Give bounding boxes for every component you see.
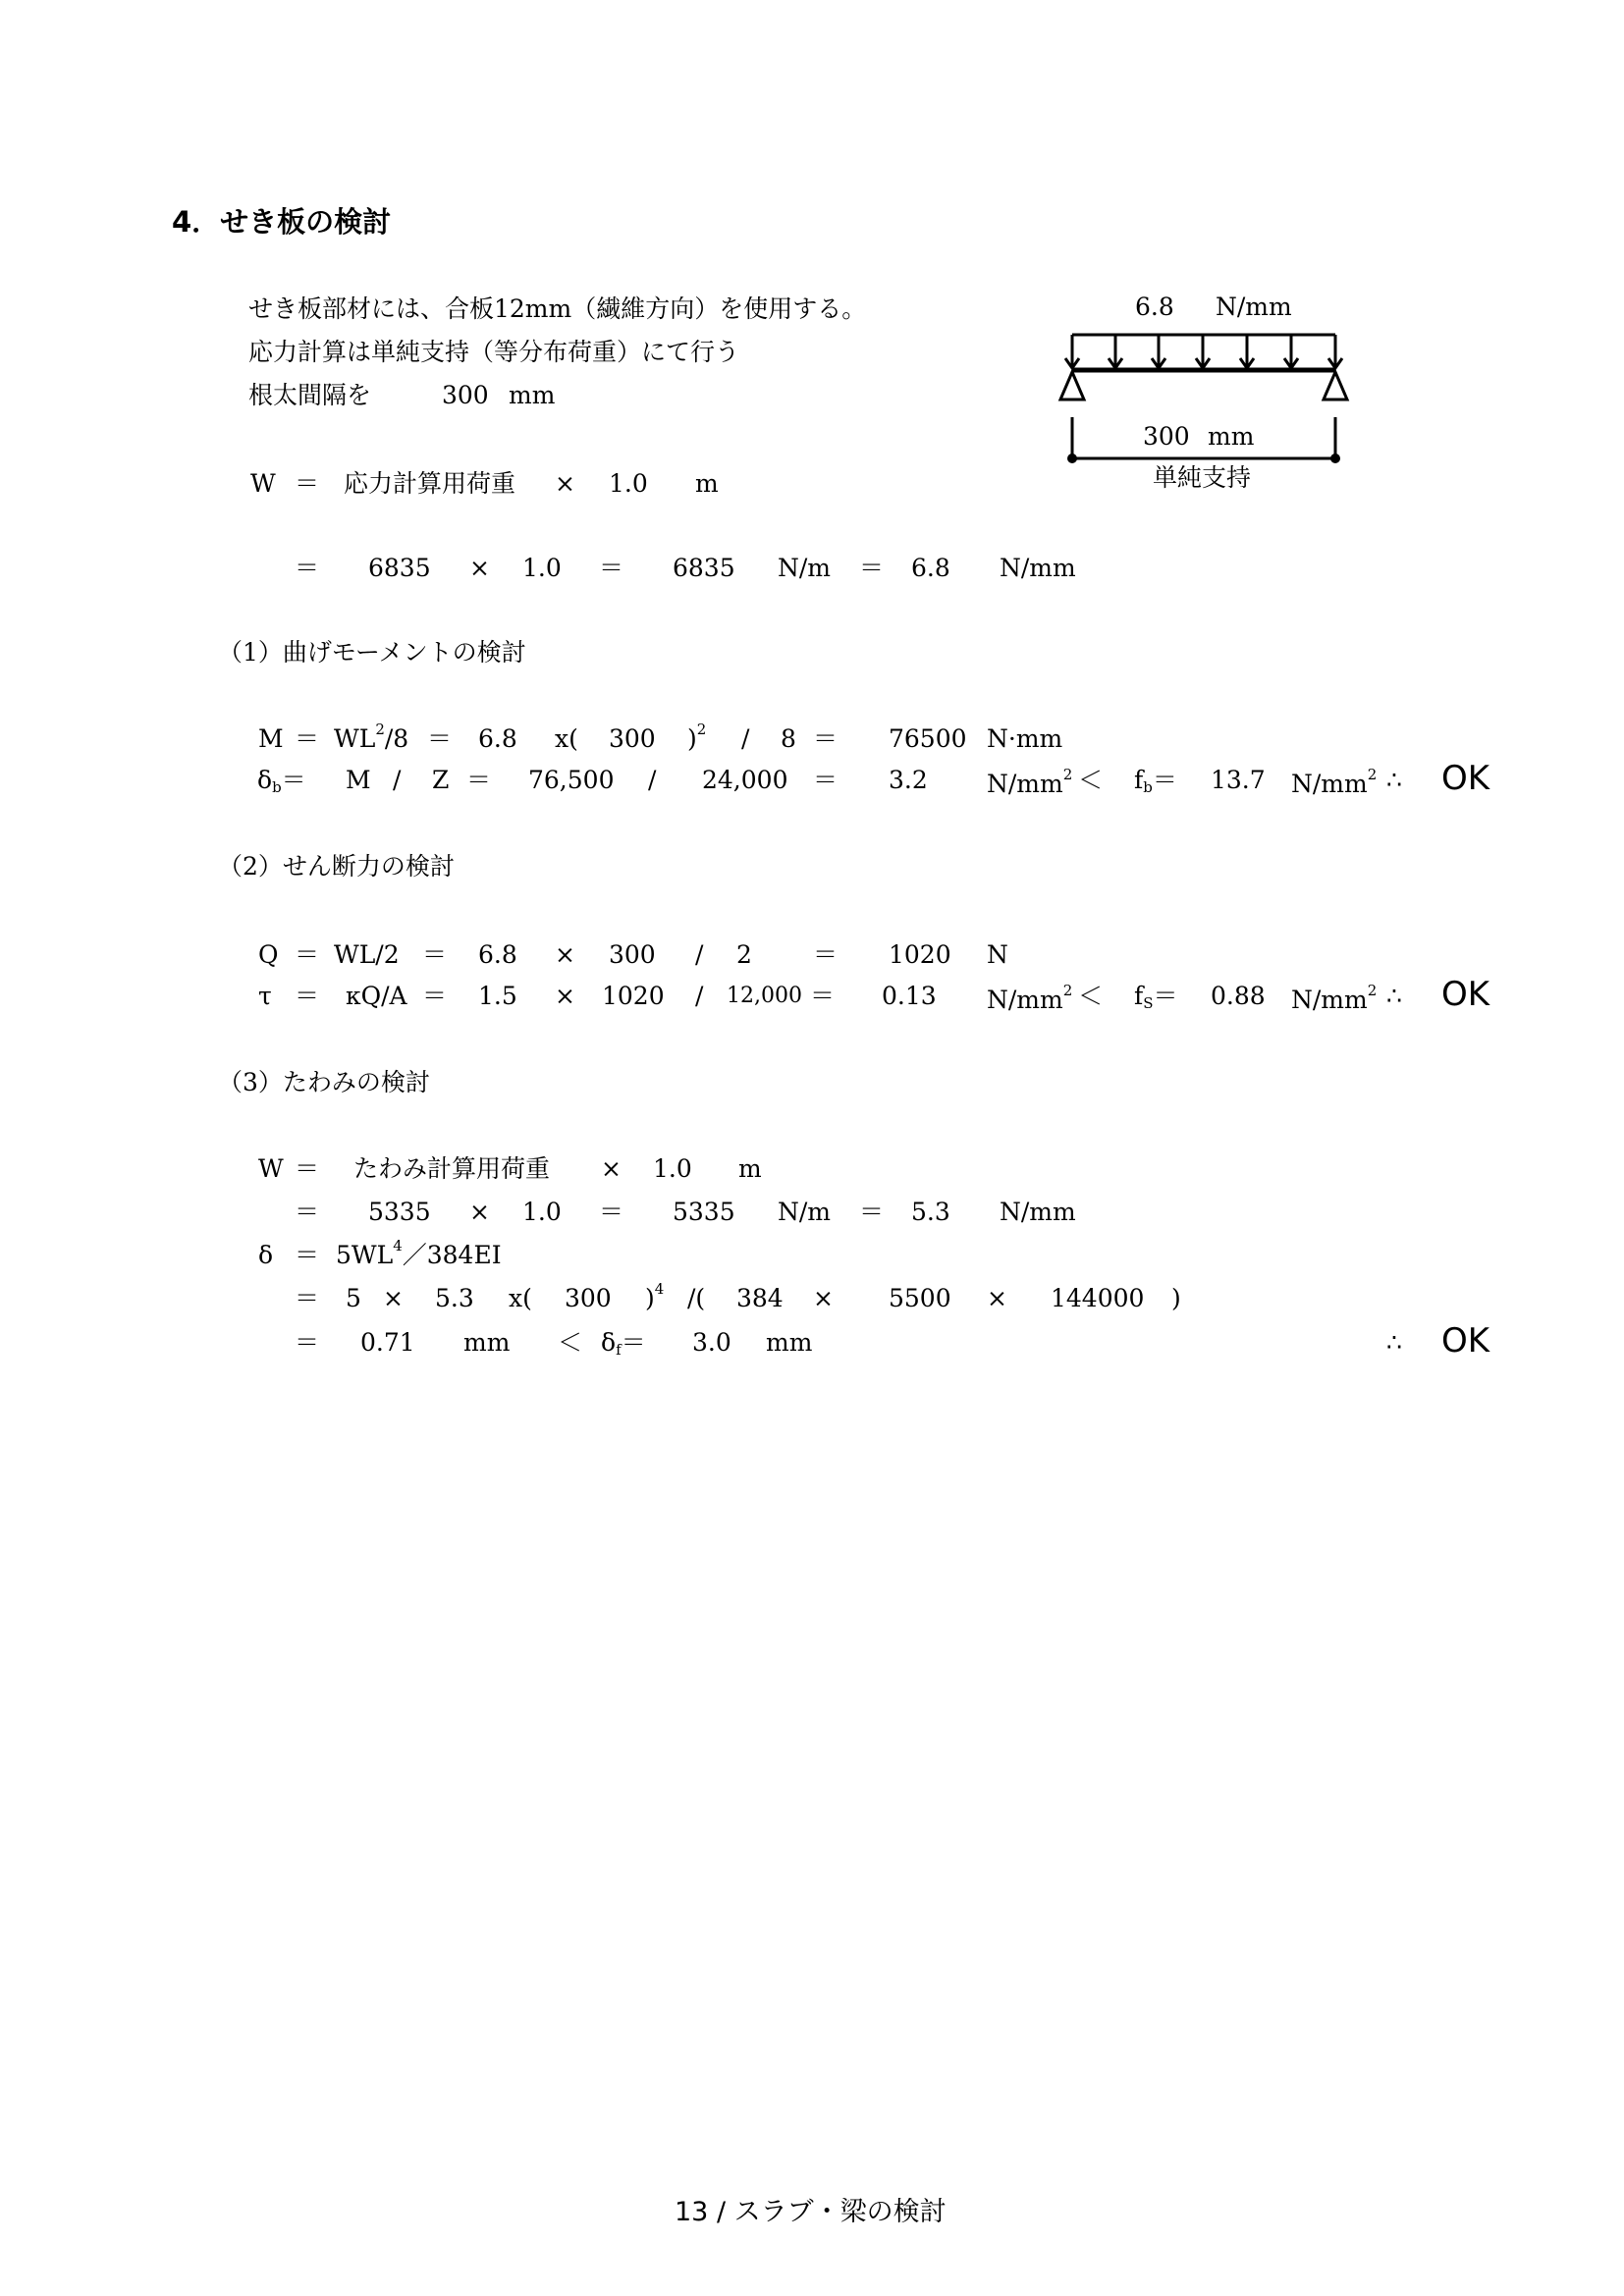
section-title: 4．せき板の検討 (172, 205, 392, 239)
shear-stress-value: 0.13 (882, 982, 937, 1010)
load-times: × (555, 469, 575, 498)
load-u3: N/m (778, 554, 832, 582)
deflection-calc-eq: ＝ (295, 1284, 320, 1312)
deflection-load-width: 1.0 (653, 1154, 692, 1183)
dim-left-dot (1067, 454, 1077, 463)
diagram-span-value: 300 (1143, 422, 1190, 451)
deflection-load-desc: たわみ計算用荷重 (353, 1154, 551, 1183)
deflection-load-unit: m (738, 1154, 762, 1183)
deflection-load-eq-4: ＝ (859, 1198, 885, 1226)
deflection-calc-w: 5.3 (435, 1284, 474, 1312)
shear-therefore: ∴ (1386, 982, 1402, 1010)
deflection-load-eq-2: ＝ (295, 1198, 320, 1226)
load-times-2: × (469, 554, 490, 582)
shear-stress-eq-3: ＝ (810, 982, 836, 1010)
moment-div: 8 (781, 724, 796, 753)
shear-stress-times: × (555, 982, 575, 1010)
shear-formula: WL/2 (334, 940, 400, 969)
bending-stress-m: M (346, 766, 371, 794)
moment-symbol: M (258, 724, 284, 753)
section-3-heading: （3）たわみの検討 (218, 1068, 430, 1096)
intro-line-3-label: 根太間隔を (248, 381, 372, 409)
deflection-calc-times-1: × (383, 1284, 404, 1312)
deflection-load-v1: 5335 (368, 1198, 431, 1226)
deflection-eq: ＝ (295, 1241, 320, 1269)
deflection-calc-end: ) (1171, 1284, 1181, 1312)
bending-stress-eq: ＝ (466, 766, 492, 794)
page-footer: 13 / スラブ・梁の検討 (675, 2197, 947, 2227)
deflection-calc-384: 384 (736, 1284, 784, 1312)
shear-w: 6.8 (478, 940, 517, 969)
moment-x: x( (555, 724, 578, 753)
moment-w: 6.8 (478, 724, 517, 753)
deflection-therefore: ∴ (1386, 1328, 1402, 1357)
deflection-calc-times-3: × (987, 1284, 1007, 1312)
deflection-result-eq: ＝ (295, 1328, 320, 1357)
load-width-unit: m (695, 469, 719, 498)
shear-slash: / (695, 940, 704, 969)
shear-eq-2: ＝ (422, 940, 448, 969)
shear-unit: N (987, 940, 1008, 969)
dim-right-dot (1330, 454, 1340, 463)
load-eq-2: ＝ (295, 554, 320, 582)
shear-result: 1020 (889, 940, 951, 969)
deflection-load-v2: 1.0 (522, 1198, 562, 1226)
deflection-load-eq: ＝ (295, 1154, 320, 1183)
moment-result: 76500 (889, 724, 967, 753)
shear-stress-formula: κQ/A (346, 982, 407, 1010)
diagram-support-label: 単純支持 (1153, 463, 1252, 492)
moment-close: )$^2$ (687, 721, 707, 753)
deflection-load-v3: 5335 (673, 1198, 735, 1226)
bending-stress-symbol: $\delta_b=$ (257, 766, 306, 796)
shear-times: × (555, 940, 575, 969)
deflection-calc-times-2: × (813, 1284, 834, 1312)
deflection-calc-i: 144000 (1051, 1284, 1145, 1312)
moment-l: 300 (609, 724, 656, 753)
deflection-load-times-2: × (469, 1198, 490, 1226)
shear-ok: OK (1441, 975, 1490, 1014)
load-v4: 6.8 (911, 554, 950, 582)
load-w-symbol: W (250, 469, 276, 498)
deflection-load-v4: 5.3 (911, 1198, 950, 1226)
deflection-calc-5: 5 (346, 1284, 361, 1312)
shear-eq-3: ＝ (813, 940, 839, 969)
load-v1: 6835 (368, 554, 431, 582)
deflection-ok: OK (1441, 1321, 1490, 1361)
shear-stress-unit: $N/mm^2$ (987, 982, 1073, 1014)
shear-l: 300 (609, 940, 656, 969)
section-1-heading: （1）曲げモーメントの検討 (218, 638, 526, 667)
bending-allow-value: 13.7 (1211, 766, 1266, 794)
bending-therefore: ∴ (1386, 766, 1402, 794)
intro-line-1: せき板部材には、合板12mm（繊維方向）を使用する。 (248, 294, 867, 323)
intro-line-3-value: 300 (442, 381, 489, 409)
bending-allow-symbol: $f_b=$ (1134, 766, 1177, 796)
deflection-load-eq-3: ＝ (599, 1198, 624, 1226)
section-2-heading: （2）せん断力の検討 (218, 852, 455, 881)
deflection-formula: $5WL^4/384EI$ (336, 1237, 502, 1269)
bending-stress-slash: / (393, 766, 402, 794)
moment-slash: / (741, 724, 750, 753)
bending-stress-z: Z (432, 766, 450, 794)
deflection-load-u4: N/mm (1000, 1198, 1076, 1226)
beam-diagram (1041, 290, 1375, 506)
deflection-allow-value: 3.0 (692, 1328, 731, 1357)
deflection-calc-l: 300 (565, 1284, 612, 1312)
diagram-span-unit: mm (1208, 422, 1255, 451)
load-desc: 応力計算用荷重 (344, 469, 516, 498)
load-v2: 1.0 (522, 554, 562, 582)
shear-div: 2 (736, 940, 752, 969)
bending-stress-eq-2: ＝ (813, 766, 839, 794)
deflection-lt: ＜ (558, 1328, 583, 1357)
moment-unit: N·mm (987, 724, 1063, 753)
load-u4: N/mm (1000, 554, 1076, 582)
shear-lt: ＜ (1078, 982, 1104, 1010)
shear-symbol: Q (258, 940, 279, 969)
moment-eq-2: ＝ (427, 724, 453, 753)
bending-stress-slash-2: / (648, 766, 657, 794)
deflection-allow-unit: mm (766, 1328, 813, 1357)
deflection-result-value: 0.71 (360, 1328, 415, 1357)
load-v3: 6835 (673, 554, 735, 582)
bending-stress-value: 3.2 (889, 766, 928, 794)
deflection-load-times: × (601, 1154, 622, 1183)
shear-stress-eq-2: ＝ (422, 982, 448, 1010)
shear-stress-eq: ＝ (295, 982, 320, 1010)
deflection-calc-e: 5500 (889, 1284, 951, 1312)
deflection-result-unit: mm (463, 1328, 511, 1357)
intro-line-2: 応力計算は単純支持（等分布荷重）にて行う (248, 338, 740, 366)
deflection-load-u3: N/m (778, 1198, 832, 1226)
right-support (1324, 372, 1347, 400)
diagram-load-unit: N/mm (1216, 293, 1292, 321)
diagram-load-value: 6.8 (1135, 293, 1174, 321)
bending-ok: OK (1441, 759, 1490, 798)
shear-stress-k: 1.5 (478, 982, 517, 1010)
left-support (1060, 372, 1084, 400)
bending-stress-den: 24,000 (702, 766, 788, 794)
bending-allow-unit: $N/mm^2$ (1291, 766, 1378, 798)
load-width: 1.0 (609, 469, 648, 498)
shear-allow-symbol: $f_S=$ (1134, 982, 1178, 1012)
shear-stress-slash: / (695, 982, 704, 1010)
load-arrows (1065, 335, 1342, 368)
load-eq: ＝ (295, 469, 320, 498)
moment-eq-3: ＝ (813, 724, 839, 753)
shear-stress-area: 12,000 (727, 984, 802, 1008)
deflection-symbol: δ (258, 1241, 274, 1269)
load-eq-4: ＝ (859, 554, 885, 582)
intro-line-3-unit: mm (509, 381, 556, 409)
moment-eq: ＝ (295, 724, 320, 753)
bending-stress-num: 76,500 (528, 766, 615, 794)
shear-eq: ＝ (295, 940, 320, 969)
shear-stress-q: 1020 (602, 982, 665, 1010)
bending-lt: ＜ (1078, 766, 1104, 794)
bending-stress-unit: $N/mm^2$ (987, 766, 1073, 798)
load-eq-3: ＝ (599, 554, 624, 582)
moment-formula: $WL^2/8$ (334, 721, 409, 753)
shear-stress-symbol: τ (258, 982, 272, 1010)
deflection-calc-open: /( (687, 1284, 706, 1312)
deflection-load-symbol: W (258, 1154, 284, 1183)
deflection-calc-close: )$^4$ (645, 1280, 665, 1312)
deflection-calc-x: x( (509, 1284, 532, 1312)
deflection-allow-symbol: $\delta_f=$ (601, 1328, 646, 1359)
shear-allow-value: 0.88 (1211, 982, 1266, 1010)
shear-allow-unit: $N/mm^2$ (1291, 982, 1378, 1014)
